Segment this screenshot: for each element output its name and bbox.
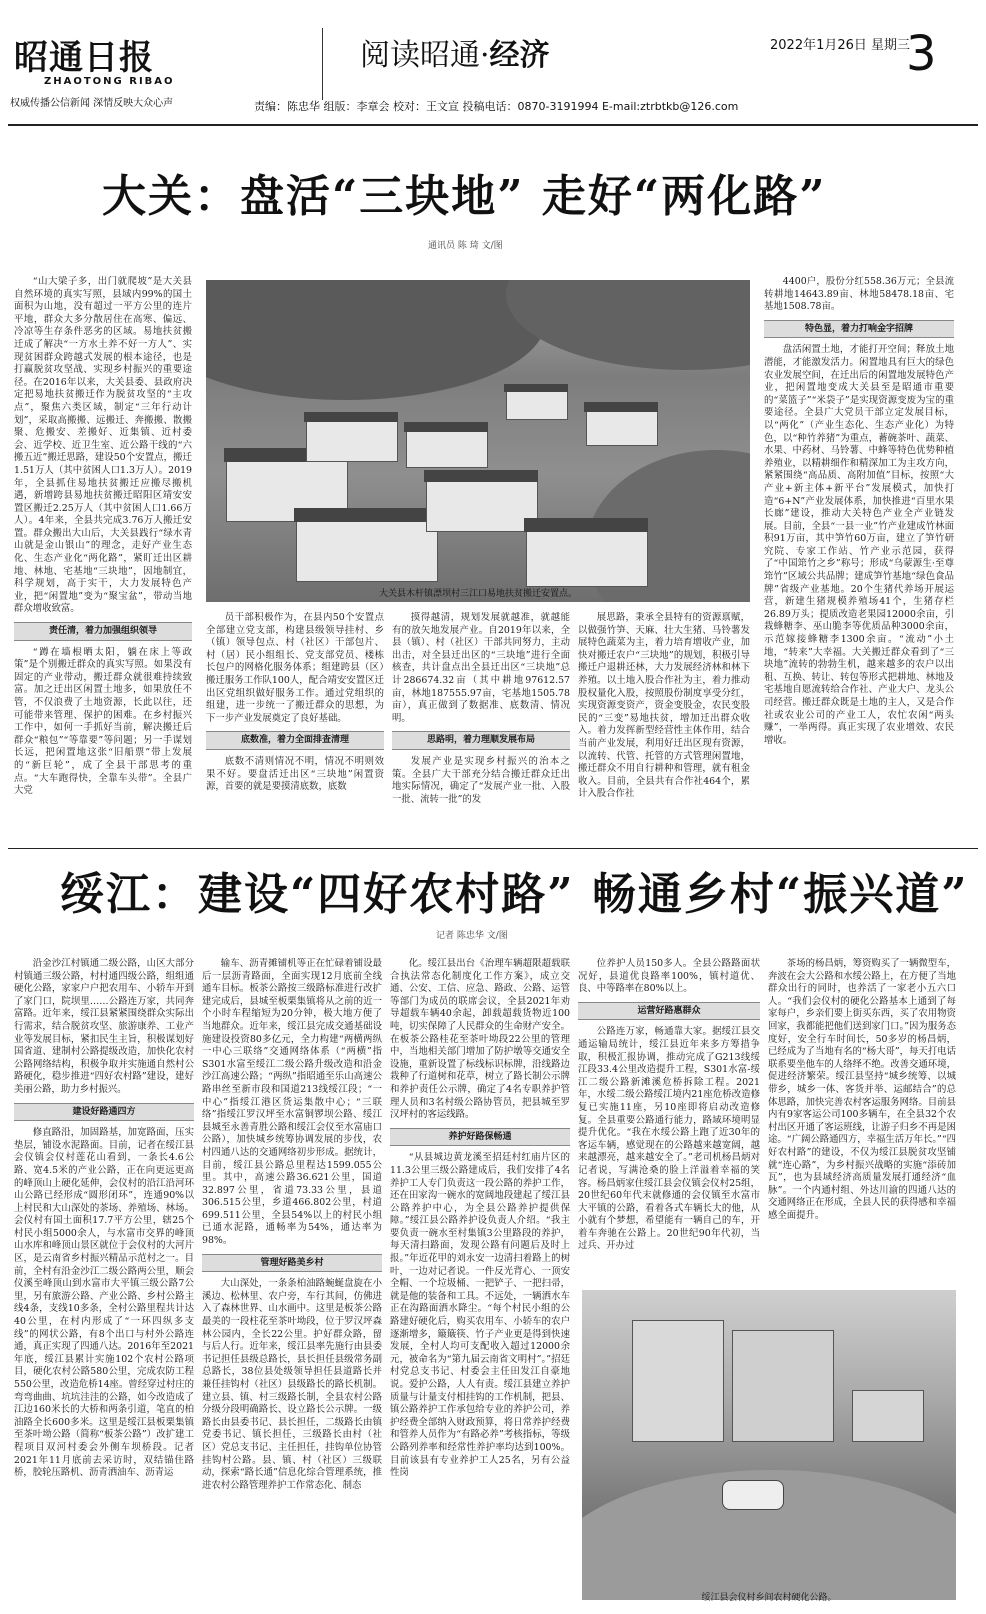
article2-column-4: 位养护人员150多人。全县公路路面状况好，县道优良路率100%，镇村道优、良、中等路率在80%以上。 运营好路惠群众 公路连万家，畅通靠大家。据绥江县交通运输局统计，绥江县近年来多方筹措争取，积极汇报协调，推动完成了G213线绥江段33.4公里改造提升工程，S301水富-绥江二级公路新滩溪危桥拆除工程。2021年，水绥二级公路绥江境内21座危桥改造修复已实施11座，另10座即将启动改造修复。全县重要公路通行能力，路域环境明显提升优化。“我在水绥公路上跑了近30年的客运车辆，感觉现在的公路越来越宽阔，越来越漂亮，越来越安全了。”老司机杨昌炳对记者说，写满沧桑的脸上洋溢着幸福的笑容。杨昌炳家住绥江县会仪镇会仪村25组，20世纪60年代末就修通的会仪镇至水富市大平镇的公路，看着各式车辆长大的他，从小就有个梦想，希望能有一辆自己的车，开着车奔驰在公路上。20世纪90年代初，当过兵、开办过 [578,958,760,1252]
article1-column-5: 4400户，股份分红558.36万元；全县流转耕地14643.89亩、林地58478.18亩、宅基地1508.78亩。 特色显，着力打响金字招牌 盘活闲置土地，才能打开空间；释放土地潜能，才能激发活力。闲置地具有巨大的绿色农业发展空间，在迁出后的闲置地发展特色产业，把闲置地变成大关县至是昭通市重要的“菜篮子”“米袋子”是实现资源变废为宝的重要途径。全县广大党员干部立定发展目标，以“两化”（产业生态化、生态产业化）为特色，以“种竹养猪”为重点，蓄碗茶叶、蔬菜、水果、中药材、马铃薯、中蜂等特色优势种植养殖业，以精耕细作和精深加工为主攻方向，紧紧围绕“高品质、高附加值”目标，按照“大产业+新主体+新平台”发展模式，加快打造“6+N”产业发展体系，加快推进“百里水果长廊”建设，推动大关特色产业全产业链发展。目前，全县“一县一业”竹产业建成竹林面积91万亩，其中笋竹60万亩，建立了笋竹研究院、专家工作站、竹产业示范园，获得了“中国筇竹之乡”称号；形成“乌蒙源生·至尊筇竹”区域公共品牌；建成笋竹基地“绿色食品牌”省级产业基地。20个生猪代养场开展运营，新建生猪规模养殖场41个，生猪存栏26.89万头；提质改造老果园12000余亩，引栽蜂糖李、巫山脆李等优质品种3000余亩，示范嫁接蜂糖李1300余亩。“流动”小土地，“转来”大幸福。大关搬迁群众看到了“三块地”流转的勃勃生机，越来越多的农户以出租、互换、转让、转包等形式把耕地、林地及宅基地自愿流转给合作社、产业大户、龙头公司经营。搬迁群众既是土地的主人，又是合作社或农业公司的产业工人，农忙农闲“两头赚”，一举两得。真正实现了农业增效、农民增收。 [764,276,954,746]
article1-byline: 通讯员 陈 琦 文/图 [428,241,503,251]
masthead-pinyin: ZHAOTONG RIBAO [44,76,175,87]
article1-column-2: 员干部积极作为，在县内50个安置点全部建立党支部，构建县级领导挂村、乡（镇）领导包点、村（社区）干部包片、村（居）民小组组长、党支部党员、楼栋长包户的网格化服务体系；组建跨县（区）搬迁服务工作队100人，配合靖安安置区迁出区党组织做好服务工作。通过党组织的组建，进一步统一了搬迁群众的思想，为下一步产业发展奠定了良好基础。 底数准，着力全面排查清理 底数不清则情况不明，情况不明则效果不好。要盘活迁出区“三块地”闲置资源，首要的就是要摸清底数，底数 [206,612,384,793]
article2-photo-caption: 绥江县会仪村乡间农村硬化公路。 [701,1593,837,1603]
article1-photo-resettlement [206,280,750,602]
article-divider [8,848,978,849]
article1-headline: 大关：盘活“三块地” 走好“两化路” [102,171,827,222]
page-number: 3 [906,26,937,82]
article2-byline: 记者 陈忠华 文/图 [436,931,508,941]
article1-column-3: 摸得越清，规划发展就越准，就越能有的放矢地发展产业。自2019年以来，全县（镇）、村（社区）干部共同努力，主动出击，对全县迁出区的“三块地”进行全面核查，共计盘点出全县迁出区“三块地”总计286674.32亩（其中耕地97612.57亩，林地187555.97亩，宅基地1505.78亩），真正做到了数据准、底数清、情况明。 思路明，着力理顺发展布局 发展产业是实现乡村振兴的治本之策。全县广大干部充分结合搬迁群众迁出地实际情况，确定了“发展产业一批、入股一批、流转一批”的发 [392,612,570,805]
article1-column-1: “山大梁子多，出门就爬坡”是大关县自然环境的真实写照，县域内99%的国土面积为山地，没有超过一平方公里的连片平地，群众大多分散居住在高寒、偏远、冷凉等生存条件恶劣的区域。易地扶贫搬迁成了解决“一方水土养不好一方人”、实现贫困群众跨越式发展的根本途径，也是打赢脱贫攻坚战、实现乡村振兴的重要途径。在2016年以来，大关县委、县政府决定把易地扶贫搬迁作为脱贫攻坚的“主攻点”，聚焦六类区域，制定“三年行动计划”，采取高搬搬、远搬迁、奔搬搬、散搬聚、危搬安、差搬好、近集镇、近村委会、近学校、近卫生室、近公路干线的“六搬五近”搬迁思路，建设50个安置点，搬迁1.51万人（其中贫困人口1.3万人）。2019年，全县抓住易地扶贫搬迁应搬尽搬机遇，新增跨县易地扶贫搬迁昭阳区靖安安置区搬迁2.25万人（其中贫困人口1.66万人）。4年来，全县共完成3.76万人搬迁安置。群众搬出大山后，大关县践行“绿水青山就是金山银山”的理念，走好产业生态化、生态产业化“两化路”，紧盯迁出区耕地、林地、宅基地“三块地”，因地制宜，科学规划，高于实干，大力发展特色产业，把“闲置地”变为“聚宝盆”，带动当地群众增收致富。 责任清，着力加强组织领导 “蹲在墙根晒太阳，躺在床上等政策”是个别搬迁群众的真实写照。如果没有固定的产业带动，搬迁群众就很难持续致富。加之迁出区闲置土地多，如果放任不管，不仅浪费了土地资源，长此以往，还可能带来管理、保护的困难。在乡村振兴工作中，如何一手抓好当前，解决搬迁后群众“粮包”“等靠要”等问题；另一手谋划长远，把闲置地这张“旧船票”带上发展的“新巨轮”，成了全县干部思考的重点。“大车跑得快，全靠车头带”。全县广大党 [14,276,192,797]
article1-subhead-2: 底数准，着力全面排查清理 [206,731,384,750]
article2-subhead-2: 管理好路美乡村 [202,1254,382,1273]
masthead-slogan: 权威传播公信新闻 深情反映大众心声 [10,98,174,109]
article2-subhead-4: 运营好路惠群众 [578,1002,760,1021]
issue-date: 2022年1月26日 星期三 [770,38,911,53]
article2-subhead-1: 建设好路通四方 [14,1103,194,1122]
article2-column-1: 沿金沙江村镇通二级公路，山区大部分村镇通三级公路，村村通四级公路，组组通硬化公路，家家户户把农用车、小轿车开到了家门口，院坝里……公路连万家，共同奔富路。近年来，绥江县紧紧围绕群众实际出行需求，结合脱贫攻坚、旅游康养、工业产业等发展目标，紧扣民生主旨，积极谋划好国省道、建制村公路提级改造，加快化农村公路网络结构，积极争取并实施通自然村公路硬化，稳步推进“四好农村路”建设，建好美丽公路，助力乡村振兴。 建设好路通四方 修直路沿，加固路基，加宽路面，压实垫层，铺设水泥路面。目前，记者在绥江县会仪镇会仪村莲花山看到，一条长4.6公路、宽4.5米的产业公路，正在向更远更高的峰顶山上硬化延伸，会仪村的沿江沿河环山公路已经形成“圆形闭环”，连通90%以上村民和大山深处的茶场、养殖场、林场。会仪村有国土面积17.7平方公里，辖25个村民小组5000余人，与水富市交界的峰顶山水库和峰顶山景区就位于会仪村的大河片区，是云南省乡村振兴精品示范村之一。目前，全村有沿金沙江二级公路两公里，顺会仪溪至峰顶山到水富市大平镇三级公路7公里，另有旅游公路、产业公路、乡村公路主线4条，支线10多条，全村公路里程共计达40公里，在村内形成了“一环四纵多支线”的网状公路，有8个出口与村外公路连通，真正实现了四通八达。2016年至2021年底，绥江县累计实施102个农村公路项目，硬化农村公路580公里，完成农防工程550公里，改造危桥14座。曾经穿过村庄的弯弯曲曲、坑坑洼洼的公路，如今改造成了江边160米长的大桥和两条引道，笔直的柏油路全长600多米。这里是绥江县板栗集镇至茶叶坳公路（简称“板茶公路”）改扩建工程项目双河村委会外侧车坝桥段。记者2021年11月底前去采访时，双结锚住路桥，胶轮压路机、沥青洒油车、沥青运 [14,958,194,1479]
article1-subhead-1: 责任清，着力加强组织领导 [14,622,192,641]
editor-info: 责编：陈忠华 组版：李章会 校对：王文宣 投稿电话：0870-3191994 E-mail:ztrbtkb@126.com [254,100,739,113]
article2-subhead-3: 养护好路保畅通 [390,1128,570,1147]
article1-column-4: 展思路，秉承全县特有的资源禀赋，以做强竹笋、天麻、壮大生猪、马铃薯发展特色蔬菜为主，着力培育增收产业，加快对搬迁农户“三块地”的规划，积极引导搬迁户退耕还林，大力发展经济林和林下养殖。以土地入股合作社为主，着力推动股权量化入股，按照股份制度享受分红，实现资源变资产，资金变股金，农民变股民的“三变”易地扶贫，增加迁出群众收入。着力发挥新型经营性主体作用，结合当前产业发展，利用好迁出区现有资源，以流转、代管、托管的方式管理闲置地，搬迁群众不用自行耕种和管理，就有租金收入。目前，全县共有合作社464个，累计入股合作社 [578,612,750,800]
article2-column-2: 输车、沥青摊铺机等正在忙碌着铺设最后一层沥青路面，全面实现12月底前全线通车目标。板茶公路按三级路标准进行改扩建完成后，县城至板栗集镇将从之前的近一个小时车程缩短为20分钟，极大地方便了当地群众。近年来，绥江县完成交通基础设施建设投资80多亿元，全力构建“两横两纵一中心三联络”交通网络体系（“两横”指S301水富至绥江二级公路升级改造和沿金沙江高速公路；“两纵”指昭通至乐山高速公路串丝至新市段和国道213线绥江段；“一中心”指绥江港区货运集散中心；“三联络”指绥江罗汉坪至水富铜锣坝公路、绥江县城至永善青胜公路和绥江会仪至水富庙口公路），加快城乡统筹协调发展的步伐，农村四通八达的交通网络初步形成。据统计，目前，绥江县公路总里程达1599.055公里。其中，高速公路36.621公里，国道32.897公里，省道73.33公里，县道306.515公里，乡道466.802公里，村道699.511公里，全县54%以上的村民小组已通水泥路，通畅率为54%，通达率为98%。 管理好路美乡村 大山深处，一条条柏油路蜿蜒盘旋在小溪边、松林里、农户旁，车行其间，仿佛进入了森林世界、山水画中。这里是板茶公路最美的一段柱花至茶叶坳段，位于罗汉坪森林公园内，全长22公里。护好群众路，留与后人行。近年来，绥江县率先施行由县委书记担任县级总路长，县长担任县级常务副总路长，38位县处级领导担任县道路长并兼任挂钩村（社区）县级路长的路长机制。建立县、镇、村三级路长制，全县农村公路分级分段明确路长、设立路长公示牌。一级路长由县委书记、县长担任，二级路长由镇党委书记、镇长担任，三级路长由村（社区）党总支书记、主任担任，挂钩单位协管挂钩村公路。县、镇、村（社区）三级联动，探索“路长通”信息化综合管理系统，推进农村公路管理养护工作常态化、制态 [202,958,382,1491]
article2-column-3: 化。绥江县出台《治理车辆超限超载联合执法常态化制度化工作方案》，成立交通、公安、工信、应急、路政、公路、运管等部门为成员的联席会议，全县2021年劝导超载车辆40余起，卸载超载货物近100吨，切实保障了人民群众的生命财产安全。在板茶公路桂花至茶叶坳段22公里的管理中，当地相关部门增加了防护墩等交通安全设施，重新设置了标线标识标牌，沿线路边栽种了行道树和花草，树立了路长制公示牌和养护责任公示牌，确定了4名专职养护管理人员和3名村级公路协管员，把县城至罗汉坪村的客运线路。 养护好路保畅通 “从县城边黄龙溪至招廷村红庙片区的11.3公里三级公路建成后，我们安排了4名养护工人专门负责这一段公路的养护工作，还在田家沟一碗水的宽阔地段建起了绥江县公路养护中心，为全县公路养护提供保障。”绥江县公路养护设负责人介绍。“我主要负责一碗水至村集镇3公里路段的养护，每天清扫路面，发现公路有问题后及时上报。”年近花甲的刘永安一边清扫着路上的树叶，一边对记者说。一件反光背心、一顶安全帽、一个垃圾桶、一把铲子、一把扫帚，就是他的装备和工具。不远处，一辆洒水车正在沟路面洒水降尘。“每个村民小组的公路建好硬化后，购买农用车、小轿车的农户逐渐增多，簸簸筷、竹子产业更是得到快速发展，全村人均可支配收入超过12000余元，被命名为“第九届云南省文明村”。”招廷村党总支书记、村委会主任田发江自豪地说。爱护公路，人人有责。绥江县建立养护质量与计量支付相挂钩的工作机制，把县、镇公路养护工作承包给专业的养护公司，养护经费全部纳入财政预算，将日常养护经费和管养人员作为“有路必养”考核指标，等级公路列养率和经常性养护率均达到100%。目前该县有专业养护工人25名，另有公益性岗 [390,958,570,1479]
header-rule [8,124,978,126]
article2-photo-rural-road [582,1290,956,1600]
article2-headline: 绥江：建设“四好农村路” 畅通乡村“振兴道” [60,869,969,920]
article1-photo-caption: 大关县木杆镇漂坝村三江口易地扶贫搬迁安置点。 [378,589,577,599]
article2-column-5: 茶场的杨昌炳，筹资购买了一辆微型车，奔波在会大公路和水绥公路上，在方便了当地群众出行的同时，也养活了一家老小五六口人。“我们会仪村的硬化公路基本上通到了每家每户，乡亲们要上街买东西，买了农用物资回家，我都能把他们送到家门口。”因为服务态度好，安全行车时间长，50多岁的杨昌炳，已经成为了当地有名的“杨大哥”，每天打电话联系要坐他车的人络绎不绝。改善交通环境，促进经济繁荣。绥江县坚持“城乡统筹、以城带乡，城乡一体、客货并举、运邮结合”的总体思路，加快完善农村客运服务网络。目前县内有9家客运公司100多辆车，在全县32个农村出区开通了客运班线，让游子归乡不再是困途。“广阔公路通四方，幸福生活万年长。”“四好农村路”的建设，不仅为绥江县脱贫攻坚铺就“连心路”，为乡村振兴战略的实施“添砖加瓦”，也为县域经济高质量发展打通经济“血脉”。一个内通村组、外达川渝的四通八达的交通网络正在形成，全县人民的获得感和幸福感全面提升。 [768,958,956,1221]
masthead-divider [322,28,323,100]
article1-subhead-3: 思路明，着力理顺发展布局 [392,731,570,750]
masthead-logo: 昭通日报 [14,38,154,78]
article1-subhead-4: 特色显，着力打响金字招牌 [764,320,954,339]
section-title: 阅读昭通·经济 [360,38,550,73]
